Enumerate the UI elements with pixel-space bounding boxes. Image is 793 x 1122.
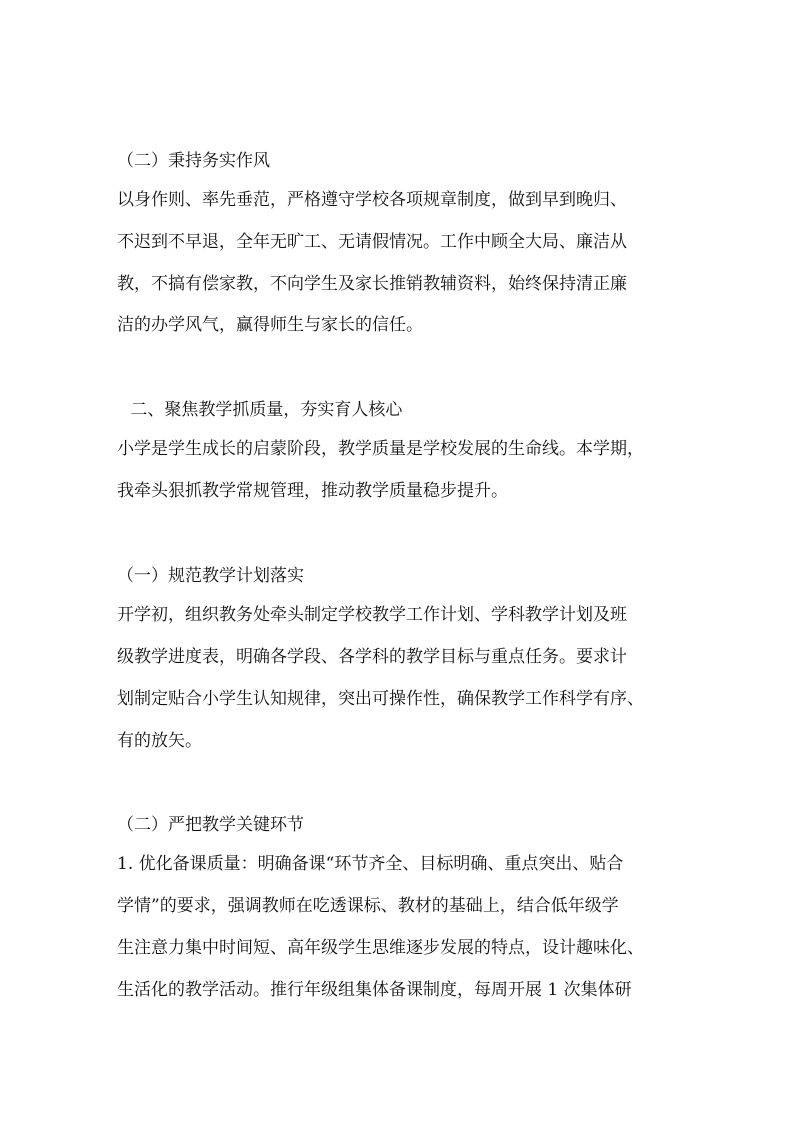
paragraph-line: 生注意力集中时间短、高年级学生思维逐步发展的特点，设计趣味化、: [117, 938, 644, 958]
section-heading: （二）严把教学关键环节: [117, 815, 304, 835]
paragraph-line: 不迟到不早退，全年无旷工、无请假情况。工作中顾全大局、廉洁从: [117, 232, 627, 252]
section-heading: （一）规范教学计划落实: [117, 566, 304, 586]
paragraph-line: 级教学进度表，明确各学段、各学科的教学目标与重点任务。要求计: [117, 647, 627, 667]
paragraph-line: 我牵头狠抓教学常规管理，推动教学质量稳步提升。: [117, 481, 508, 501]
paragraph-line: 划制定贴合小学生认知规律，突出可操作性，确保教学工作科学有序、: [117, 689, 644, 709]
paragraph-line: 开学初，组织教务处牵头制定学校教学工作计划、学科教学计划及班: [117, 605, 627, 625]
paragraph-line: 生活化的教学活动。推行年级组集体备课制度，每周开展 1 次集体研: [117, 980, 632, 1000]
paragraph-line: 教，不搞有偿家教，不向学生及家长推销教辅资料，始终保持清正廉: [117, 274, 627, 294]
paragraph-line: 有的放矢。: [117, 731, 202, 751]
chapter-heading: 二、聚焦教学抓质量，夯实育人核心: [125, 400, 403, 420]
paragraph-line: 以身作则、率先垂范，严格遵守学校各项规章制度，做到早到晚归、: [117, 190, 627, 210]
paragraph-line: 1. 优化备课质量：明确备课“环节齐全、目标明确、重点突出、贴合: [117, 854, 624, 874]
section-heading: （二）秉持务实作风: [117, 151, 270, 171]
paragraph-line: 洁的办学风气，赢得师生与家长的信任。: [117, 315, 423, 335]
paragraph-line: 学情”的要求，强调教师在吃透课标、教材的基础上，结合低年级学: [117, 896, 619, 916]
paragraph-line: 小学是学生成长的启蒙阶段，教学质量是学校发展的生命线。本学期，: [117, 439, 644, 459]
